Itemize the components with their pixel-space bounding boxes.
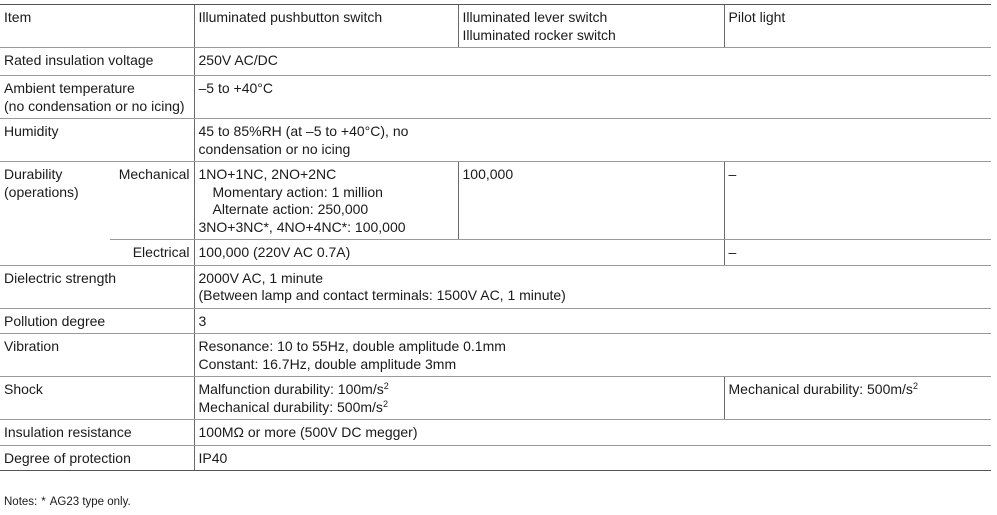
header-rocker-label: Illuminated rocker switch — [462, 26, 616, 43]
row-label-insulation: Insulation resistance — [0, 420, 194, 446]
table-row — [0, 48, 991, 76]
shock-exponent: 2 — [383, 381, 389, 391]
vibration-line-2: Constant: 16.7Hz, double amplitude 3mm — [198, 355, 457, 372]
table-row — [0, 119, 991, 162]
shock-malfunction-text: Malfunction durability: 100m/s — [198, 381, 384, 397]
ambient-temperature-label: Ambient temperature — [4, 80, 135, 96]
sublabel-mechanical: Mechanical — [110, 162, 194, 240]
table-row — [0, 420, 991, 446]
shock-exponent: 2 — [382, 398, 388, 409]
table-header-row — [0, 5, 991, 48]
dielectric-line-2: (Between lamp and contact terminals: 1500V AC, 1 minute) — [198, 287, 566, 303]
humidity-line-2: condensation or no icing — [198, 140, 351, 157]
durability-label: Durability — [4, 166, 63, 182]
header-pilot-label: Pilot light — [728, 9, 786, 25]
value-mechanical-lever: 100,000 — [458, 162, 724, 240]
table-row — [0, 76, 991, 119]
table-row — [0, 240, 991, 266]
value-ambient-temperature: –5 to +40°C — [194, 76, 991, 119]
table-row — [0, 334, 991, 377]
value-vibration — [194, 334, 991, 377]
humidity-line-1: 45 to 85%RH (at –5 to +40°C), no — [198, 123, 409, 139]
row-label-dielectric: Dielectric strength — [0, 265, 194, 308]
row-label-pollution: Pollution degree — [0, 308, 194, 334]
header-item-label: Item — [4, 9, 32, 25]
vibration-line-1: Resonance: 10 to 55Hz, double amplitude 0.1mm — [198, 338, 506, 354]
mechanical-pushbutton-line-3: Alternate action: 250,000 — [212, 201, 369, 217]
shock-pilot-text: Mechanical durability: 500m/s — [728, 381, 913, 397]
header-pushbutton — [194, 5, 458, 48]
value-insulation: 100MΩ or more (500V DC megger) — [194, 420, 991, 446]
table-row — [0, 308, 991, 334]
row-label-shock: Shock — [0, 377, 194, 420]
shock-line-1 — [199, 381, 720, 399]
specifications-table — [0, 4, 991, 471]
table-row — [0, 445, 991, 471]
durability-unit: (operations) — [4, 183, 79, 200]
header-lever-rocker — [458, 5, 724, 48]
row-label-humidity: Humidity — [0, 119, 194, 162]
row-label-ambient-temperature — [0, 76, 194, 119]
header-lever-label: Illuminated lever switch — [462, 9, 608, 25]
value-rated-voltage: 250V AC/DC — [194, 48, 991, 76]
value-humidity — [194, 119, 991, 162]
table-row — [0, 162, 991, 240]
value-electrical: 100,000 (220V AC 0.7A) — [194, 240, 724, 266]
footnote-prefix: Notes: — [4, 496, 38, 508]
value-dielectric — [194, 265, 991, 308]
row-label-rated-voltage: Rated insulation voltage — [0, 48, 194, 76]
value-pollution: 3 — [194, 308, 991, 334]
footnote-marker: * — [41, 496, 46, 508]
value-electrical-pilot: – — [724, 240, 991, 266]
row-label-vibration: Vibration — [0, 334, 194, 377]
shock-mechanical-text: Mechanical durability: 500m/s — [198, 398, 383, 415]
shock-line-2 — [199, 399, 720, 417]
table-row — [0, 377, 991, 420]
header-pilot — [724, 5, 991, 48]
sublabel-electrical: Electrical — [110, 240, 194, 266]
footnote — [4, 496, 131, 508]
ambient-temperature-note: (no condensation or no icing) — [4, 97, 185, 114]
dielectric-line-1: 2000V AC, 1 minute — [198, 269, 324, 286]
shock-exponent: 2 — [912, 381, 918, 391]
mechanical-pushbutton-line-4: 3NO+3NC*, 4NO+4NC*: 100,000 — [198, 218, 406, 235]
value-mechanical-pilot: – — [724, 162, 991, 240]
value-protection: IP40 — [194, 445, 991, 471]
footnote-text: AG23 type only. — [49, 496, 131, 508]
mechanical-pushbutton-line-2: Momentary action: 1 million — [212, 183, 383, 200]
header-pushbutton-label: Illuminated pushbutton switch — [198, 9, 383, 25]
header-item — [0, 5, 194, 48]
row-label-durability — [0, 162, 110, 266]
mechanical-pushbutton-line-1: 1NO+1NC, 2NO+2NC — [198, 166, 337, 182]
value-mechanical-pushbutton — [194, 162, 458, 240]
row-label-protection: Degree of protection — [0, 445, 194, 471]
table-row — [0, 265, 991, 308]
value-shock — [194, 377, 724, 420]
value-shock-pilot — [724, 377, 991, 420]
